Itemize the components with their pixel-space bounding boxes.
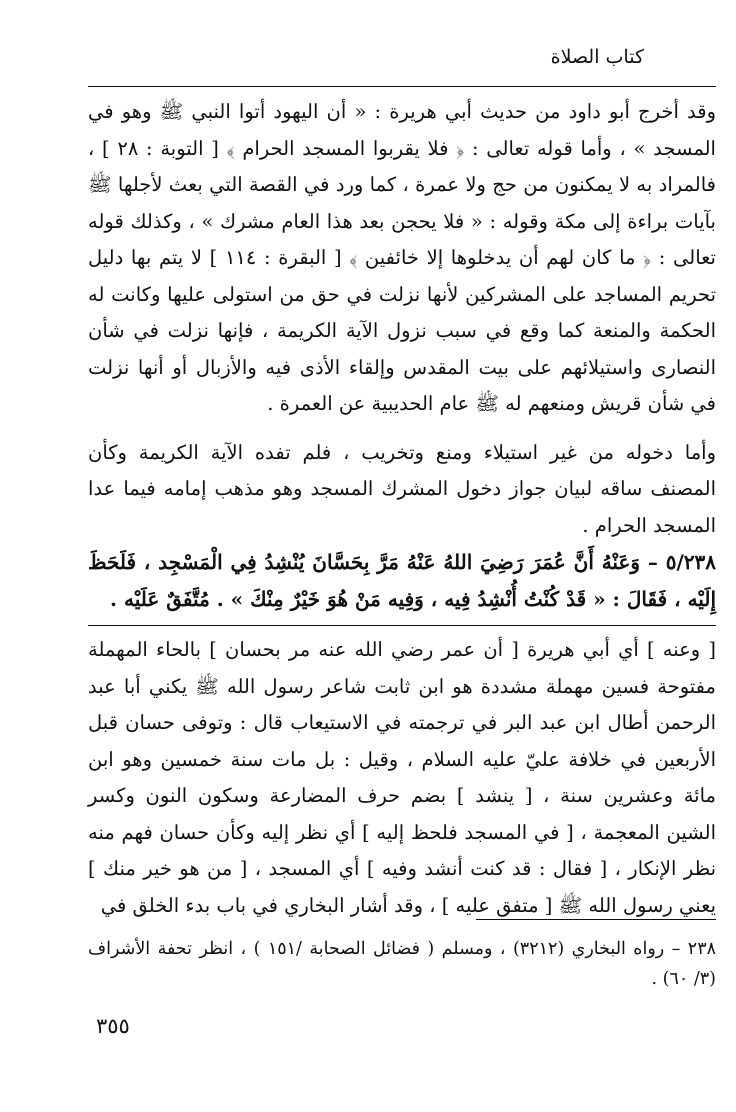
hadith-text: ٥/٢٣٨ – وَعَنْهُ أَنَّ عُمَرَ رَضِيَ اللهُ عَنْهُ مَرَّ بِحَسَّانَ يُنْشِدُ فِي الْمَسْجِد ، فَلَحَظَ إِلَيْه ، فَقَالَ : « قَدْ كُنْتُ أُنْشِدُ فِيه ، وَفِيه مَنْ هُوَ خَيْرٌ مِنْكَ » . مُتَّفَقٌ عَلَيْه .: [88, 544, 716, 626]
page-number: ٣٥٥: [96, 1014, 130, 1038]
commentary-paragraph: [ وعنه ] أي أبي هريرة [ أن عمر رضي الله عنه مر بحسان ] بالحاء المهملة مفتوحة فسين مهملة مشددة هو ابن ثابت شاعر رسول الله ﷺ يكني أبا عبد الرحمن أطال ابن عبد البر في ترجمته في الاستيعاب قال : وتوفى حسان قبل الأربعين في خلافة عليّ عليه السلام ، وقيل : بل مات سنة خمسين وهو ابن مائة وعشرين سنة ، [ ينشد ] بضم حرف المضارعة وسكون النون وكسر الشين المعجمة ، [ في المسجد فلحظ إليه ] أي نظر إليه وكأن حسان فهم منه نظر الإنكار ، [ فقال : قد كنت أنشد وفيه ] أي المسجد ، [ من هو خير منك ] يعني رسول الله ﷺ [ متفق عليه ] ، وقد أشار البخاري في باب بدء الخلق في: [88, 638, 717, 917]
running-title: كتاب الصلاة: [550, 46, 644, 68]
footnote: ٢٣٨ – رواه البخاري (٣٢١٢) ، ومسلم ( فضائل الصحابة /١٥١ ) ، انظر تحفة الأشراف (٣/ ٦٠) .: [88, 939, 716, 989]
paragraph-1: وقد أخرج أبو داود من حديث أبي هريرة : « أن اليهود أتوا النبي ﷺ وهو في المسجد » ، وأما قوله تعالى : ﴿ فلا يقربوا المسجد الحرام ﴾ [ التوبة : ٢٨ ] ، فالمراد به لا يمكنون من حج ولا عمرة ، كما ورد في القصة التي بعث لأجلها ﷺ بآيات براءة إلى مكة وقوله : « فلا يحجن بعد هذا العام مشرك » ، وكذلك قوله تعالى : ﴿ ما كان لهم أن يدخلوها إلا خائفين ﴾ [ البقرة : ١١٤ ] لا يتم بها دليل تحريم المساجد على المشركين لأنها نزلت في حق من استولى عليها وكانت له الحكمة والمنعة كما وقع في سبب نزول الآية الكريمة ، فإنها نزلت في شأن النصارى واستيلائهم على بيت المقدس وإلقاء الأذى فيه والأزبال أو أنها نزلت في شأن قريش ومنعهم له ﷺ عام الحديبية عن العمرة .: [88, 100, 716, 415]
main-text: [88, 94, 716, 924]
footnote-rule: [476, 919, 716, 920]
header-rule: [88, 86, 716, 87]
paragraph-2: وأما دخوله من غير استيلاء ومنع وتخريب ، فلم تفده الآية الكريمة وكأن المصنف ساقه لبيان جواز دخول المشرك المسجد وهو مذهب إمامه فيما عدا المسجد الحرام .: [88, 440, 716, 537]
